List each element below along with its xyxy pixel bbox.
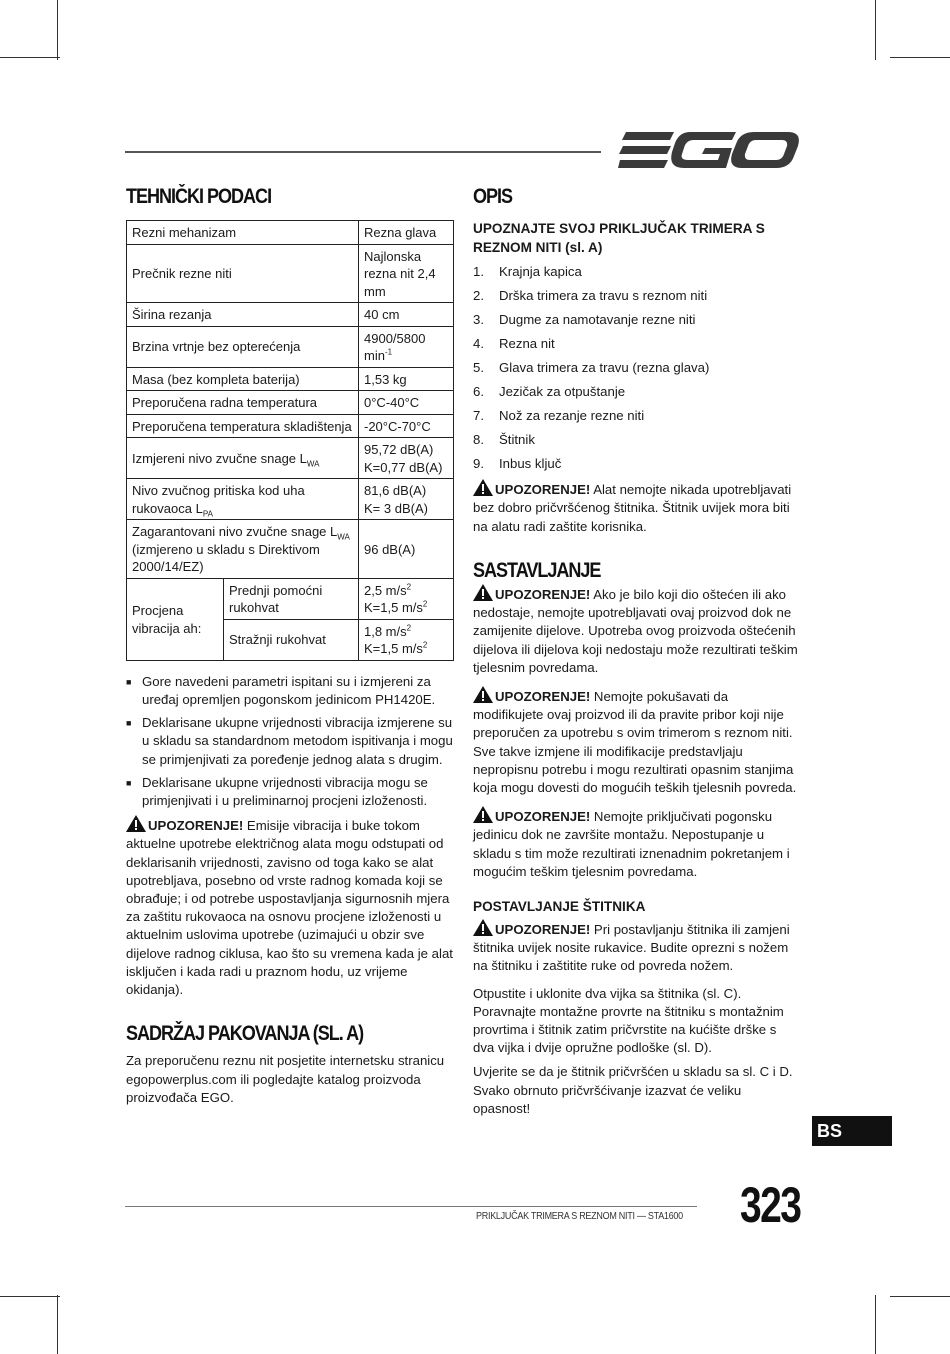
warning-triangle-icon: [473, 806, 493, 823]
item-number: 7.: [473, 408, 484, 424]
list-item: [473, 359, 801, 377]
notes-list: [126, 673, 454, 810]
crop-mark: [57, 1295, 58, 1354]
warning-text: Alat nemojte nikada upotrebljavati bez dobro pričvršćenog štitnika. Štitnik uvijek mora biti na alatu radi zaštite korisnika.: [473, 482, 792, 534]
spec-label: Rezni mehanizam: [127, 221, 359, 245]
spec-value: 40 cm: [359, 303, 454, 327]
list-item: ■ Gore navedeni parametri ispitani su i izmjereni za uređaj opremljen pogonskom jedinicom PH1420E.: [126, 673, 454, 709]
crop-mark: [890, 1296, 950, 1297]
list-item: [473, 383, 801, 401]
warning-text: Pri postavljanju štitnika ili zamjeni štitnika uvijek nosite rukavice. Budite oprezni s nožem na štitniku i zaštitite ruke od povreda nožem.: [473, 922, 790, 974]
warning-paragraph: [473, 584, 801, 677]
item-text: Jezičak za otpuštanje: [499, 384, 626, 400]
table-row: [127, 479, 454, 520]
subheading-know-your-attachment: UPOZNAJTE SVOJ PRIKLJUČAK TRIMERA S REZNOM NITI (sl. A): [473, 221, 765, 256]
item-text: Krajnja kapica: [499, 264, 582, 280]
list-item: [473, 311, 801, 329]
list-item: [473, 263, 801, 281]
section-heading-assembly: SASTAVLJANJE: [473, 558, 601, 582]
list-item: [473, 335, 801, 353]
crop-mark: [0, 1296, 60, 1297]
crop-mark: [875, 0, 876, 60]
list-item: ■ Deklarisane ukupne vrijednosti vibracija mogu se primjenjivati i u preliminarnoj procjeni izloženosti.: [126, 774, 454, 810]
spec-label-sub: WA: [337, 532, 350, 542]
crop-mark: [890, 57, 950, 58]
item-number: 5.: [473, 360, 484, 376]
package-text: Za preporučenu reznu nit posjetite internetsku stranicu egopowerplus.com ili pogledajte katalog proizvoda proizvođača EGO.: [126, 1053, 445, 1105]
spec-label-sub: PA: [202, 509, 213, 519]
running-title: PRIKLJUČAK TRIMERA S REZNOM NITI — STA1600: [476, 1211, 683, 1222]
item-text: Štitnik: [499, 432, 535, 448]
warning-paragraph: [473, 919, 801, 976]
spec-label-text: Izmjereni nivo zvučne snage L: [132, 450, 307, 466]
item-text: Rezna nit: [499, 336, 555, 352]
section-heading-technical-data: TEHNIČKI PODACI: [126, 185, 272, 208]
list-item: [473, 431, 801, 449]
table-row: [127, 244, 454, 303]
spec-value: Rezna glava: [359, 221, 454, 245]
spec-value-text: 4900/5800 min: [364, 330, 426, 364]
spec-label: [127, 479, 359, 520]
unit-sup: 2: [406, 582, 412, 592]
warning-paragraph: [126, 815, 454, 999]
item-text: Drška trimera za travu s reznom niti: [499, 288, 708, 304]
item-number: 8.: [473, 432, 484, 448]
spec-label: Masa (bez kompleta baterija): [127, 367, 359, 391]
item-number: 9.: [473, 456, 484, 472]
table-row: [127, 326, 454, 367]
warning-triangle-icon: [473, 686, 493, 703]
crop-mark: [0, 57, 60, 58]
spec-value-text: 1,8 m/s: [364, 623, 407, 639]
warning-triangle-icon: [126, 815, 146, 832]
warning-label: UPOZORENJE!: [495, 587, 591, 603]
list-item: ■ Deklarisane ukupne vrijednosti vibracija izmjerene su u skladu sa standardnom metodom ispitivanja i mogu se primjenjivati za poređenje jednog alata s drugim.: [126, 714, 454, 769]
spec-label-text: (izmjereno u skladu s Direktivom 2000/14/EZ): [132, 541, 320, 575]
unit-sup: 2: [422, 599, 428, 609]
table-row: [127, 578, 454, 619]
spec-label: Brzina vrtnje bez opterećenja: [127, 326, 359, 367]
warning-label: UPOZORENJE!: [495, 689, 591, 705]
footer-rule: [125, 1206, 697, 1207]
spec-value-line: K=0,77 dB(A): [364, 459, 443, 475]
warning-paragraph: [473, 806, 801, 881]
list-item: [473, 455, 801, 473]
section-heading-description: OPIS: [473, 185, 513, 208]
spec-label-sub: WA: [306, 459, 320, 469]
spec-value-text: K=1,5 m/s: [364, 641, 423, 657]
spec-value-text: K=1,5 m/s: [364, 600, 423, 616]
list-item: [473, 287, 801, 305]
body-paragraph: Otpustite i uklonite dva vijka sa štitnika (sl. C). Poravnajte montažne provrte na štitniku s montažnim provrtima i štitnik zatim pričvrstite na kućište drške s dva vijka i dvije opružne podloške (sl. D).: [473, 985, 784, 1056]
spec-value: [359, 438, 454, 479]
item-text: Nož za rezanje rezne niti: [499, 408, 645, 424]
item-number: 2.: [473, 288, 484, 304]
warning-label: UPOZORENJE!: [148, 818, 244, 834]
subheading-guard-installation: POSTAVLJANJE ŠTITNIKA: [473, 899, 646, 915]
language-tab: BS: [812, 1116, 892, 1146]
vibration-front-label: Prednji pomoćni rukohvat: [224, 578, 359, 619]
unit-sup: 2: [406, 623, 412, 633]
parts-list: [473, 263, 801, 473]
spec-label: Preporučena radna temperatura: [127, 391, 359, 415]
page-number: 323: [740, 1177, 801, 1233]
table-row: [127, 438, 454, 479]
spec-value-sup: -1: [384, 347, 393, 357]
body-paragraph: Uvjerite se da je štitnik pričvršćen u skladu sa sl. C i D. Svako obrnuto pričvršćivanje izazvat će veliku opasnost!: [473, 1064, 793, 1116]
spec-label: [127, 438, 359, 479]
spec-label: Prečnik rezne niti: [127, 244, 359, 303]
spec-value: -20°C-70°C: [359, 414, 454, 438]
table-row: [127, 367, 454, 391]
spec-value-text: 2,5 m/s: [364, 582, 407, 598]
header-rule: [125, 151, 601, 153]
vibration-rear-label: Stražnji rukohvat: [224, 619, 359, 660]
warning-paragraph: [473, 479, 801, 536]
crop-mark: [57, 0, 58, 60]
spec-label-text: Nivo zvučnog pritiska kod uha rukovaoca L: [132, 483, 305, 516]
item-number: 3.: [473, 312, 484, 328]
spec-label-text: Zagarantovani nivo zvučne snage L: [132, 524, 338, 540]
spec-value-line: K= 3 dB(A): [364, 500, 428, 516]
vibration-rear-value: [359, 619, 454, 660]
table-row: [127, 303, 454, 327]
item-number: 4.: [473, 336, 484, 352]
specifications-table: [126, 220, 454, 661]
spec-value: [359, 479, 454, 520]
warning-triangle-icon: [473, 584, 493, 601]
right-column: [473, 185, 801, 1118]
spec-label: [127, 520, 359, 579]
warning-text: Nemojte priključivati pogonsku jedinicu dok ne završite montažu. Nepostupanje u skladu s tim može rezultirati iznenadnim pokretanjem i mogućim teškim tjelesnim povredama.: [473, 809, 790, 879]
warning-triangle-icon: [473, 479, 493, 496]
section-heading-package-contents: SADRŽAJ PAKOVANJA (SL. A): [126, 1022, 364, 1046]
unit-sup: 2: [422, 640, 428, 650]
item-number: 6.: [473, 384, 484, 400]
warning-label: UPOZORENJE!: [495, 922, 591, 938]
warning-triangle-icon: [473, 919, 493, 936]
warning-label: UPOZORENJE!: [495, 482, 591, 498]
spec-value-line: 81,6 dB(A): [364, 483, 427, 499]
warning-paragraph: [473, 686, 801, 797]
vibration-label: Procjena vibracija ah:: [127, 578, 224, 660]
table-row: [127, 221, 454, 245]
item-text: Glava trimera za travu (rezna glava): [499, 360, 710, 376]
spec-value: Najlonska rezna nit 2,4 mm: [359, 244, 454, 303]
warning-text: Ako je bilo koji dio oštećen ili ako nedostaje, nemojte upotrebljavati ovaj proizvod dok ne zamijenite dijelove. Upotreba ovog proizvoda oštećenih dijelova ili dijelova koji nedostaju može rezultirati teškim tjelesnim povredama.: [473, 587, 798, 675]
table-row: [127, 414, 454, 438]
list-item: [473, 407, 801, 425]
table-row: [127, 520, 454, 579]
spec-label: Preporučena temperatura skladištenja: [127, 414, 359, 438]
item-text: Dugme za namotavanje rezne niti: [499, 312, 696, 328]
item-number: 1.: [473, 264, 484, 280]
vibration-front-value: [359, 578, 454, 619]
spec-value: 1,53 kg: [359, 367, 454, 391]
item-text: Inbus ključ: [499, 456, 562, 472]
crop-mark: [875, 1295, 876, 1354]
spec-value: 96 dB(A): [359, 520, 454, 579]
spec-label: Širina rezanja: [127, 303, 359, 327]
warning-label: UPOZORENJE!: [495, 809, 591, 825]
table-row: [127, 391, 454, 415]
spec-value: [359, 326, 454, 367]
warning-text: Emisije vibracija i buke tokom aktuelne upotrebe električnog alata mogu odstupati od deklarisanih vrijednosti, zavisno od toga kako se alat upotrebljava, posebno od vrste radnog komada koji se obrađuje; i od potrebe uspostavljanja sigurnosnih mjera za zaštitu rukovaoca na osnovu procjene izloženosti u aktuelnim uslovima upotrebe (uzimajući u obzir sve dijelove radnog ciklusa, kao što su vremena kada je alat isključen i kada radi u praznom hodu, uz vrijeme okidanja).: [126, 818, 453, 997]
spec-value: 0°C-40°C: [359, 391, 454, 415]
spec-value-line: 95,72 dB(A): [364, 442, 434, 458]
ego-logo: [618, 130, 800, 177]
left-column: [126, 185, 454, 1107]
warning-text: Nemojte pokušavati da modifikujete ovaj proizvod ili da pravite pribor koji nije preporučen za upotrebu s ovim trimerom s reznom niti. Sve takve izmjene ili modifikacije predstavljaju nepropisnu potrebu i mogu rezultirati opasnim stanjima koja mogu dovesti do mogućih teških tjelesnih povreda.: [473, 689, 797, 796]
